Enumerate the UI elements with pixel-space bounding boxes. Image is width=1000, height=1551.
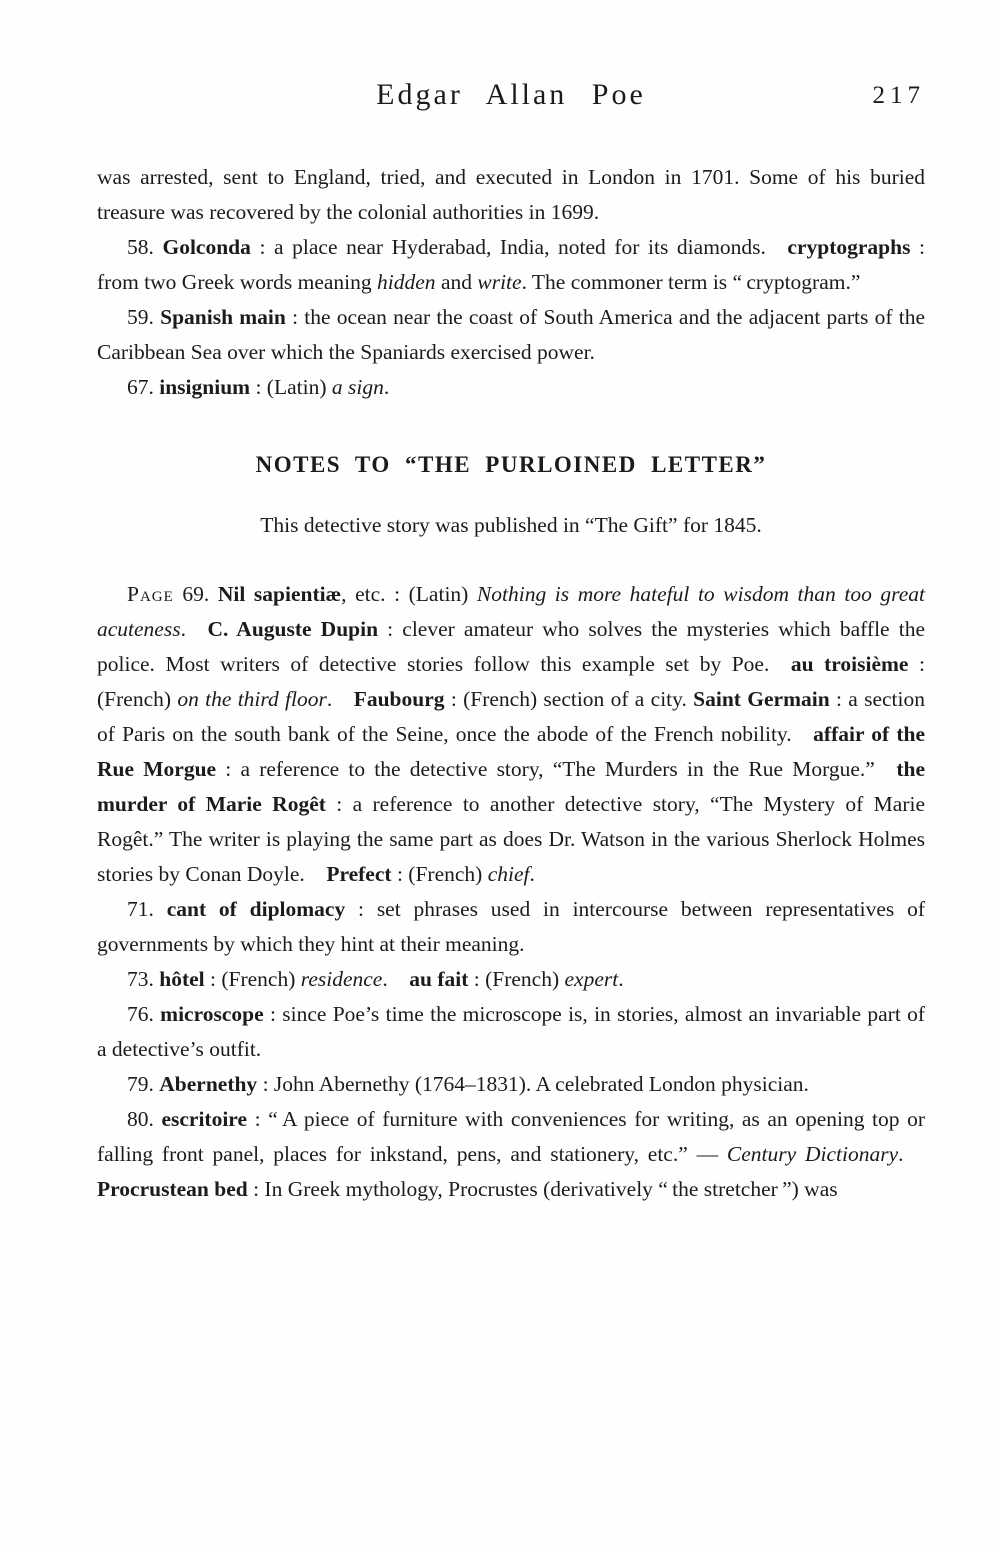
section-subtitle	[97, 508, 925, 543]
text-segment: : since Poe’s time the microscope is, in stories, almost an invariable part of a detective’s outfit.	[97, 1002, 925, 1061]
section-heading	[97, 447, 925, 482]
note-59	[97, 300, 925, 370]
text-segment: : from two Greek words meaning	[97, 235, 926, 294]
text-segment: : a section of Paris on the south bank of the Seine, once the abode of the French nobility.	[97, 687, 925, 746]
text-segment: Golconda	[162, 235, 251, 259]
text-segment: , etc. : (Latin)	[341, 582, 477, 606]
text-segment: : a place near Hyderabad, India, noted for its diamonds.	[250, 235, 788, 259]
text-segment: Page	[127, 582, 174, 606]
note-76	[97, 997, 925, 1067]
text-segment: cant of diplomacy	[166, 897, 346, 921]
text-segment: au troisième	[790, 652, 909, 676]
text-segment: : set phrases used in intercourse between representatives of governments by which they hint at their meaning.	[97, 897, 925, 956]
page-number: 217	[872, 82, 925, 109]
text-segment: escritoire	[161, 1107, 248, 1131]
text-segment: .	[618, 967, 624, 991]
note-71	[97, 892, 925, 962]
text-segment: affair of the Rue Morgue	[97, 722, 925, 781]
text-segment: chief	[487, 862, 530, 886]
text-segment: : a reference to another detective story, “The Mystery of Marie Rogêt.” The writer is playing the same part as does Dr. Watson in the various Sherlock Holmes stories by Conan Doyle.	[97, 792, 926, 886]
text-segment: cryptographs	[787, 235, 911, 259]
text-segment: Nil sapientiæ	[217, 582, 342, 606]
text-segment: the murder of Marie Rogêt	[97, 757, 925, 816]
text-segment: .	[382, 967, 410, 991]
note-80	[97, 1102, 925, 1207]
note-73	[97, 962, 925, 997]
text-segment: : “ A piece of furniture with conveniences for writing, as an opening top or falling front panel, places for inkstand, pens, and stationery, etc.” —	[97, 1107, 926, 1166]
continuation-paragraph	[97, 160, 925, 230]
text-segment: hôtel	[159, 967, 205, 991]
text-segment: 59.	[127, 305, 161, 329]
text-segment: au fait	[409, 967, 469, 991]
text-segment: : John Abernethy (1764–1831). A celebrated London physician.	[257, 1072, 809, 1096]
text-segment: : a reference to the detective story, “The Murders in the Rue Morgue.”	[216, 757, 897, 781]
text-segment: 79.	[127, 1072, 160, 1096]
note-58	[97, 230, 925, 300]
text-segment: C. Auguste Dupin	[207, 617, 379, 641]
text-segment: : In Greek mythology, Procrustes (derivatively “ the stretcher ”) was	[247, 1177, 838, 1201]
text-segment: 73.	[127, 967, 160, 991]
text-segment: 69.	[173, 582, 218, 606]
page-body	[97, 160, 925, 1207]
text-segment: Procrustean bed	[97, 1177, 248, 1201]
text-segment: .	[898, 1142, 925, 1166]
text-segment: Saint Germain	[693, 687, 830, 711]
note-67	[97, 370, 925, 405]
text-segment: : clever amateur who solves the mysteries which baffle the police. Most writers of detective stories follow this example set by Poe.	[97, 617, 925, 676]
text-segment: . The commoner term is “ cryptogram.”	[521, 270, 861, 294]
text-segment: NOTES TO “THE PURLOINED LETTER”	[255, 452, 767, 477]
note-page-69	[97, 577, 925, 892]
text-segment: insignium	[159, 375, 251, 399]
text-segment: hidden	[377, 270, 436, 294]
text-segment: 80.	[127, 1107, 162, 1131]
note-79	[97, 1067, 925, 1102]
text-segment: : (French)	[468, 967, 565, 991]
text-segment: on the third floor	[177, 687, 327, 711]
text-segment: expert	[564, 967, 619, 991]
text-segment: write	[477, 270, 522, 294]
text-segment: Spanish main	[160, 305, 286, 329]
text-segment: was arrested, sent to England, tried, and executed in London in 1701. Some of his buried treasure was recovered by the colonial authorities in 1699.	[97, 165, 925, 224]
text-segment: : (French)	[391, 862, 488, 886]
text-segment: : (French)	[204, 967, 301, 991]
text-segment: 58.	[127, 235, 163, 259]
text-segment: .	[383, 375, 390, 399]
text-segment: residence	[300, 967, 383, 991]
text-segment: : (French)	[97, 652, 925, 711]
text-segment: 76.	[127, 1002, 161, 1026]
page-header	[97, 78, 925, 118]
text-segment: This detective story was published in “The Gift” for 1845.	[260, 513, 762, 537]
text-segment: Abernethy	[159, 1072, 258, 1096]
text-segment: Century Dictionary	[726, 1142, 899, 1166]
text-segment: : (French) section of a city.	[444, 687, 694, 711]
text-segment: Faubourg	[353, 687, 445, 711]
text-segment: .	[326, 687, 354, 711]
text-segment: Nothing is more hateful to wisdom than too great acuteness	[97, 582, 925, 641]
running-title: Edgar Allan Poe	[376, 78, 646, 111]
text-segment: 67.	[127, 375, 160, 399]
text-segment: : (Latin)	[250, 375, 332, 399]
text-segment: and	[435, 270, 478, 294]
text-segment: .	[180, 617, 208, 641]
text-segment: : the ocean near the coast of South America and the adjacent parts of the Caribbean Sea over which the Spaniards exercised power.	[97, 305, 925, 364]
text-segment: .	[529, 862, 535, 886]
text-segment: a sign	[331, 375, 384, 399]
text-segment: microscope	[160, 1002, 264, 1026]
text-segment: Prefect	[326, 862, 392, 886]
text-segment: 71.	[127, 897, 167, 921]
